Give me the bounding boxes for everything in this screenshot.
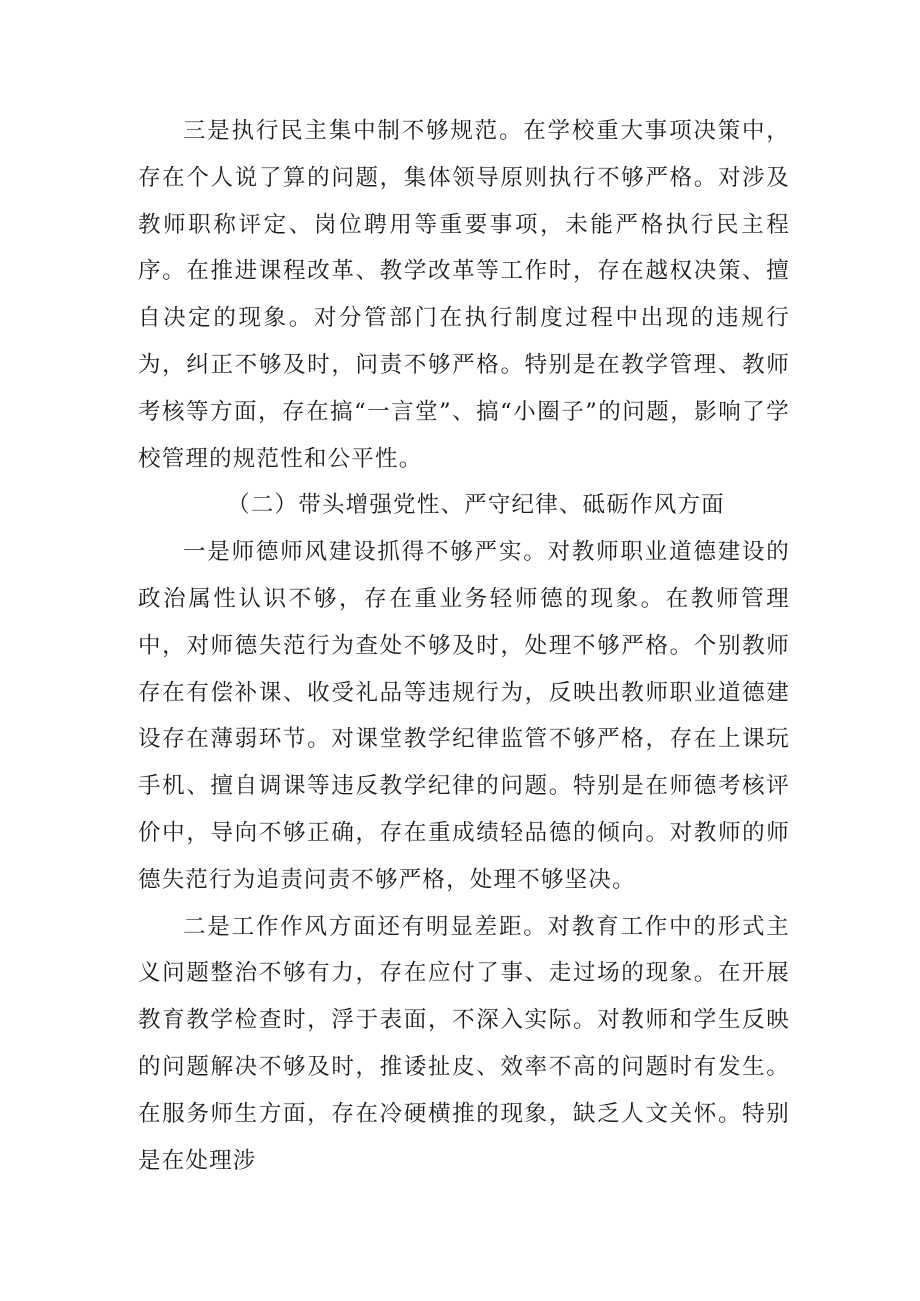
paragraph-teacher-ethics: 一是师德师风建设抓得不够严实。对教师职业道德建设的政治属性认识不够，存在重业务轻师德的现象。在教师管理中，对师德失范行为查处不够及时，处理不够严格。个别教师存在有偿补课、收受礼品等违规行为，反映出教师职业道德建设存在薄弱环节。对课堂教学纪律监管不够严格，存在上课玩手机、擅自调课等违反教学纪律的问题。特别是在师德考核评价中，导向不够正确，存在重成绩轻品德的倾向。对教师的师德失范行为追责问责不够严格，处理不够坚决。 bbox=[138, 539, 790, 893]
paragraph-democratic-centralism: 三是执行民主集中制不够规范。在学校重大事项决策中，存在个人说了算的问题，集体领导原则执行不够严格。对涉及教师职称评定、岗位聘用等重要事项，未能严格执行民主程序。在推进课程改革、教学改革等工作时，存在越权决策、擅自决定的现象。对分管部门在执行制度过程中出现的违规行为，纠正不够及时，问责不够严格。特别是在教学管理、教师考核等方面，存在搞“一言堂”、搞“小圈子”的问题，影响了学校管理的规范性和公平性。 bbox=[138, 118, 790, 472]
document-body bbox=[138, 108, 790, 1184]
section-heading: （二）带头增强党性、严守纪律、砥砺作风方面 bbox=[227, 492, 725, 519]
paragraph-work-style: 二是工作作风方面还有明显差距。对教育工作中的形式主义问题整治不够有力，存在应付了事、走过场的现象。在开展教育教学检查时，浮于表面，不深入实际。对教师和学生反映的问题解决不够及时，推诿扯皮、效率不高的问题时有发生。在服务师生方面，存在冷硬横推的现象，缺乏人文关怀。特别是在处理涉 bbox=[138, 913, 790, 1174]
